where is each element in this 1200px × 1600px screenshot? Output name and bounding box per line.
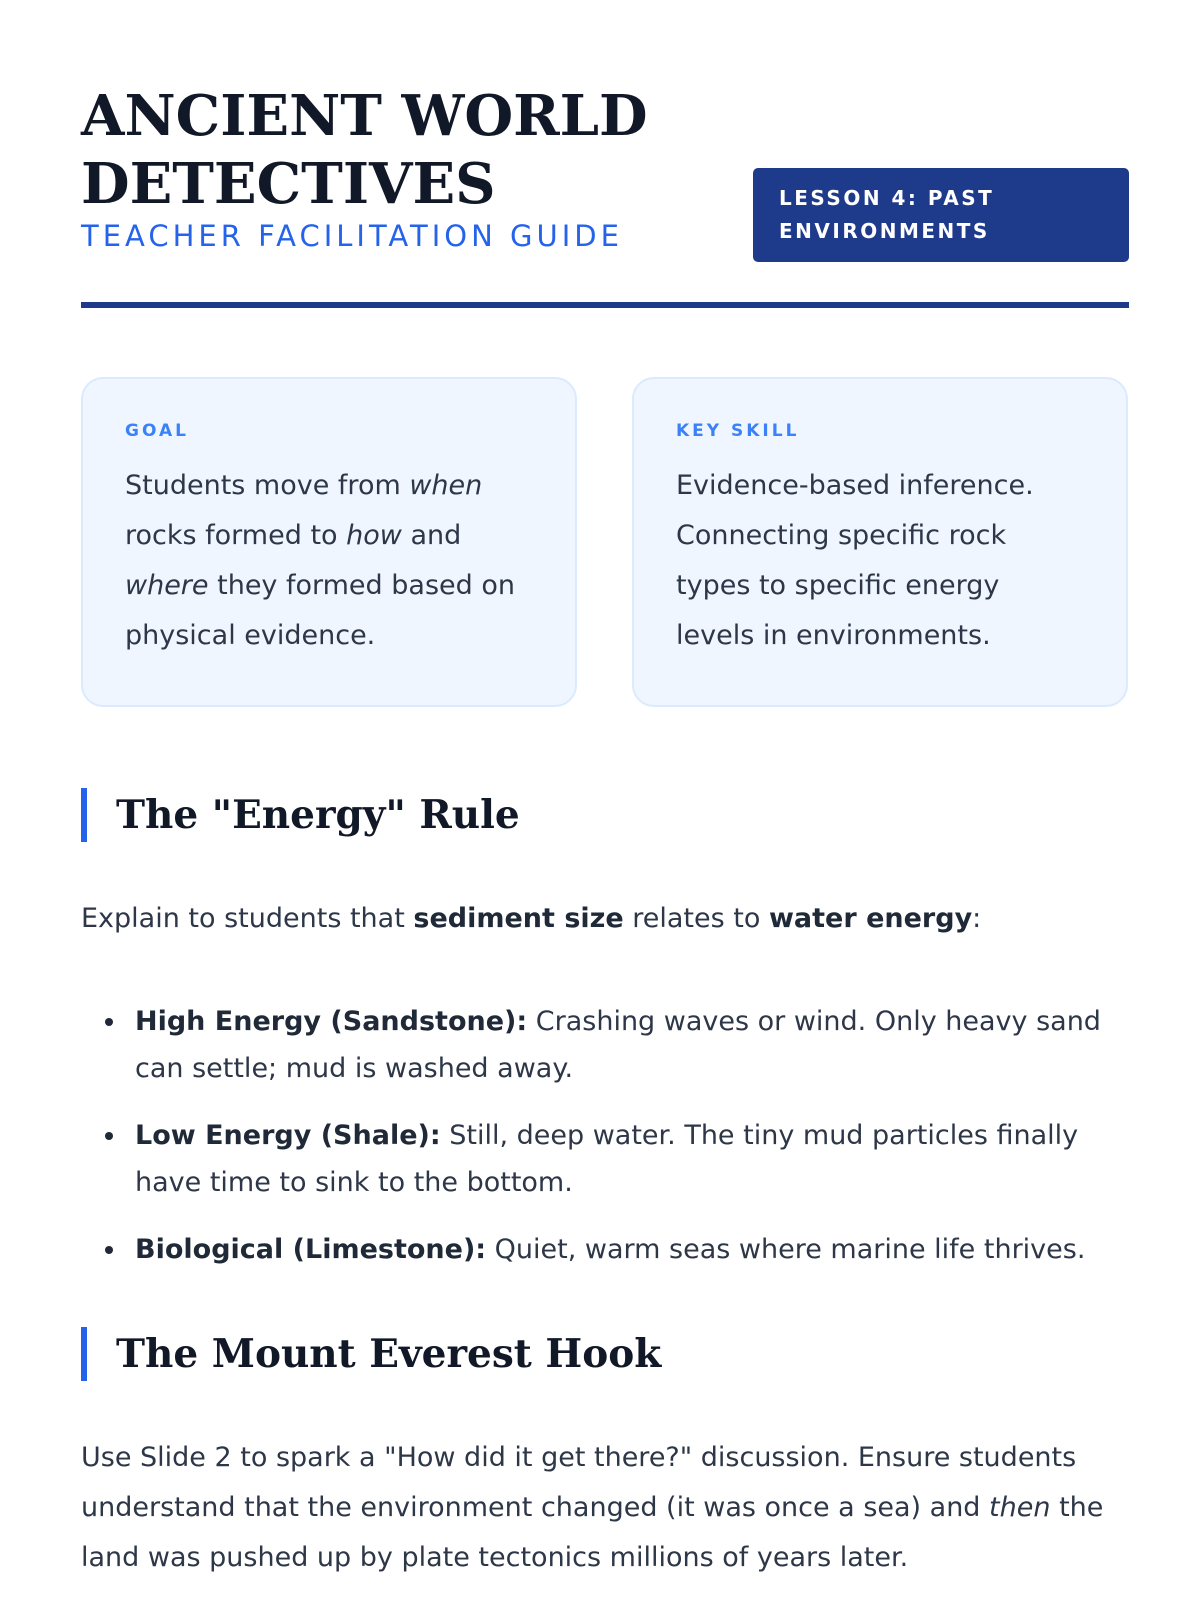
page-subtitle: TEACHER FACILITATION GUIDE <box>81 219 623 253</box>
everest-text <box>81 1433 1141 1583</box>
goal-card <box>81 377 577 707</box>
energy-intro <box>81 894 1141 944</box>
everest-text-1: Use Slide 2 to spark a "How did it get there?" discussion. Ensure students understand that the environment changed (it was once a sea) and <box>81 1442 1077 1523</box>
key-skill-text: Evidence-based inference. Connecting specific rock types to specific energy levels in environments. <box>676 470 1034 651</box>
goal-label: GOAL <box>125 421 189 441</box>
energy-intro-sediment: sediment size <box>413 903 624 934</box>
energy-rule-heading: The "Energy" Rule <box>81 788 1129 842</box>
goal-em-when: when <box>409 470 483 501</box>
goal-text-3: and <box>401 520 462 551</box>
energy-intro-3: : <box>972 903 982 934</box>
lesson-badge-line-2: ENVIRONMENTS <box>779 219 990 243</box>
list-item-text: Quiet, warm seas where marine life thrives. <box>486 1234 1086 1265</box>
goal-em-how: how <box>346 520 402 551</box>
list-item-term: Low Energy (Shale): <box>135 1120 441 1151</box>
list-item <box>81 1112 1141 1206</box>
list-item <box>81 998 1141 1092</box>
energy-intro-2: relates to <box>623 903 769 934</box>
everest-hook-heading: The Mount Everest Hook <box>81 1327 1129 1381</box>
goal-text-2: rocks formed to <box>125 520 347 551</box>
goal-em-where: where <box>125 570 209 601</box>
page-title <box>81 82 721 218</box>
list-item-term: Biological (Limestone): <box>135 1234 487 1265</box>
title-line-1: ANCIENT WORLD <box>81 83 648 149</box>
key-skill-label: KEY SKILL <box>676 421 800 441</box>
energy-intro-1: Explain to students that <box>81 903 414 934</box>
list-item <box>81 1226 1141 1273</box>
energy-intro-water: water energy <box>768 903 973 934</box>
goal-text-1: Students move from <box>125 470 410 501</box>
goal-text <box>125 461 533 661</box>
key-skill-card <box>632 377 1128 707</box>
title-line-2: DETECTIVES <box>81 151 496 217</box>
header-divider <box>81 302 1129 308</box>
list-item-text: Crashing waves or wind. Only heavy sand can settle; mud is washed away. <box>135 1006 1101 1084</box>
everest-text-2: the land was pushed up by plate tectonics millions of years later. <box>81 1492 1104 1573</box>
everest-em-then: then <box>989 1492 1051 1523</box>
list-item-term: High Energy (Sandstone): <box>135 1006 528 1037</box>
energy-list <box>81 998 1141 1293</box>
lesson-badge <box>753 168 1129 262</box>
goal-text-4: they formed based on physical evidence. <box>125 570 515 651</box>
list-item-text: Still, deep water. The tiny mud particles finally have time to sink to the bottom. <box>135 1120 1079 1198</box>
lesson-badge-line-1: LESSON 4: PAST <box>779 186 995 210</box>
